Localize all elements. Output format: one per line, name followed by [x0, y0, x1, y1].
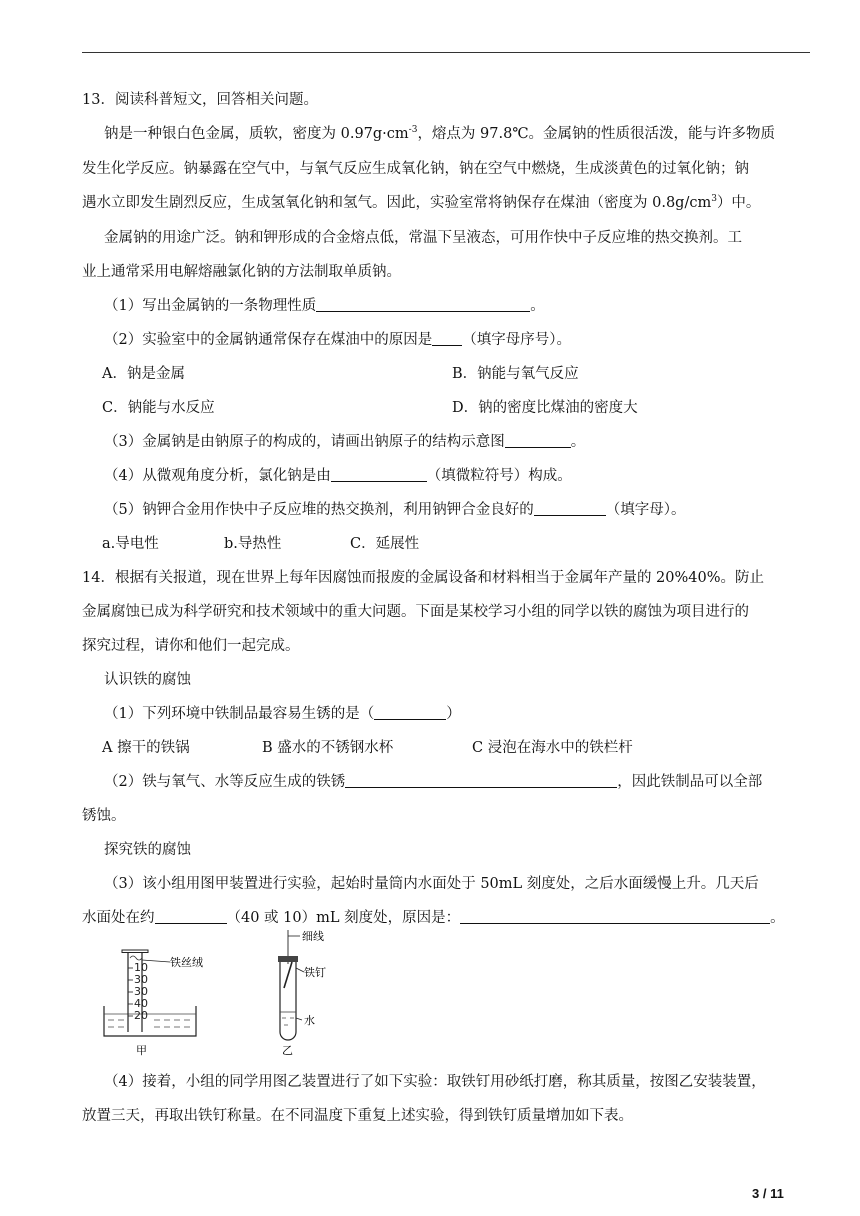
- option-b-lower: b.导热性: [224, 536, 282, 552]
- q14-options: [102, 738, 810, 758]
- answer-blank[interactable]: [505, 433, 571, 448]
- answer-blank[interactable]: [345, 773, 617, 788]
- tick-labels: [134, 961, 148, 1022]
- q14-intro-line2: 金属腐蚀已成为科学研究和技术领域中的重大问题。下面是某校学习小组的同学以铁的腐蚀为项目进行的: [82, 604, 749, 620]
- answer-blank[interactable]: [534, 501, 606, 516]
- q13-options-ab: [102, 364, 810, 384]
- q14-intro-line3: 探究过程，请你和他们一起完成。: [82, 638, 300, 654]
- beaker-outline: [104, 1006, 196, 1036]
- q14-sub1: （1）下列环境中铁制品最容易生锈的是（ ）: [104, 706, 461, 722]
- iron-nail: [284, 962, 292, 988]
- water-dashes: [108, 1020, 190, 1027]
- label-steel-wool: 铁丝绒: [170, 956, 203, 969]
- q14-sub2-line2: 锈蚀。: [82, 808, 126, 824]
- label-yi: 乙: [282, 1044, 293, 1057]
- option-c-lower: C．延展性: [350, 536, 420, 552]
- q14-sub3-line1: （3）该小组用图甲装置进行实验，起始时量筒内水面处于 50mL 刻度处，之后水面缓慢上升。几天后: [104, 876, 759, 892]
- option-c: C 浸泡在海水中的铁栏杆: [472, 740, 633, 756]
- page-number: 3 / 11: [752, 1186, 784, 1201]
- answer-blank[interactable]: [316, 297, 530, 312]
- cylinder-ticks: [128, 968, 133, 1016]
- q14-sub4-line1: （4）接着，小组的同学用图乙装置进行了如下实验：取铁钉用砂纸打磨，称其质量，按图乙安装装置，: [104, 1074, 766, 1090]
- q13-options-cd: [102, 398, 810, 418]
- q14-intro-line1: 14．根据有关报道，现在世界上每年因腐蚀而报废的金属设备和材料相当于金属年产量的 20%40%。防止: [82, 570, 765, 586]
- option-b: B 盛水的不锈钢水杯: [262, 740, 394, 756]
- tick-label: 40: [134, 997, 148, 1010]
- option-b: B．钠能与氧气反应: [452, 366, 579, 382]
- answer-blank[interactable]: [374, 705, 446, 720]
- tick-label: 10: [134, 961, 148, 974]
- option-a: A 擦干的铁锅: [102, 740, 190, 756]
- option-a-lower: a.导电性: [102, 536, 159, 552]
- tick-label: 20: [134, 1009, 148, 1022]
- answer-blank[interactable]: [155, 909, 227, 924]
- q13-para2-line1: 金属钠的用途广泛。钠和钾形成的合金熔点低，常温下呈液态，可用作快中子反应堆的热交换剂。工: [104, 230, 742, 246]
- label-water: 水: [304, 1014, 315, 1027]
- q13-para1-line2: 发生化学反应。钠暴露在空气中，与氧气反应生成氧化钠，钠在空气中燃烧，生成淡黄色的过氧化钠；钠: [82, 161, 749, 177]
- answer-blank[interactable]: [460, 909, 770, 924]
- label-thread: 细线: [302, 930, 324, 943]
- q13-sub1: （1）写出金属钠的一条物理性质 。: [104, 298, 545, 314]
- q13-title: 13．阅读科普短文，回答相关问题。: [82, 92, 318, 108]
- q14-heading-2: 探究铁的腐蚀: [104, 842, 191, 858]
- q13-options-abc: [102, 534, 810, 554]
- option-a: A．钠是金属: [102, 366, 185, 382]
- q13-sub2: （2）实验室中的金属钠通常保存在煤油中的原因是 （填字母序号）。: [104, 332, 571, 348]
- option-c: C．钠能与水反应: [102, 400, 215, 416]
- header-rule: [82, 52, 810, 53]
- q13-para1-line3: 遇水立即发生剧烈反应，生成氢氧化钠和氢气。因此，实验室常将钠保存在煤油（密度为 $0.8g/cm^3$）中。: [82, 194, 761, 211]
- tick-label: 30: [134, 985, 148, 998]
- q13-sub5: （5）钠钾合金用作快中子反应堆的热交换剂，利用钠钾合金良好的 （填字母）。: [104, 502, 686, 518]
- answer-blank[interactable]: [432, 331, 462, 346]
- q14-sub4-line2: 放置三天，再取出铁钉称量。在不同温度下重复上述实验，得到铁钉质量增加如下表。: [82, 1108, 633, 1124]
- stopper: [278, 956, 298, 962]
- steel-wool: [130, 956, 142, 960]
- q14-sub3-line2: 水面处在约 （40 或 10）mL 刻度处，原因是： 。: [82, 910, 785, 926]
- option-d: D．钠的密度比煤油的密度大: [452, 400, 638, 416]
- q13-sub3: （3）金属钠是由钠原子的构成的，请画出钠原子的结构示意图 。: [104, 434, 586, 450]
- q13-para2-line2: 业上通常采用电解熔融氯化钠的方法制取单质钠。: [82, 264, 401, 280]
- answer-blank[interactable]: [331, 467, 427, 482]
- label-jia: 甲: [136, 1044, 147, 1057]
- q13-sub4: （4）从微观角度分析，氯化钠是由 （填微粒符号）构成。: [104, 468, 572, 484]
- q14-heading-1: 认识铁的腐蚀: [104, 672, 191, 688]
- figure-jia: [96, 940, 206, 1060]
- tick-label: 30: [134, 973, 148, 986]
- cylinder-base: [122, 950, 148, 953]
- label-nail: 铁钉: [304, 966, 326, 979]
- figure-yi: [262, 926, 352, 1060]
- q14-sub2: （2）铁与氧气、水等反应生成的铁锈 ，因此铁制品可以全部: [104, 774, 763, 790]
- q13-para1-line1: 钠是一种银白色金属，质软，密度为 $0.97g\cdot cm^{-3}$，熔点为 97.8℃。金属钠的性质很活泼，能与许多物质: [104, 125, 776, 142]
